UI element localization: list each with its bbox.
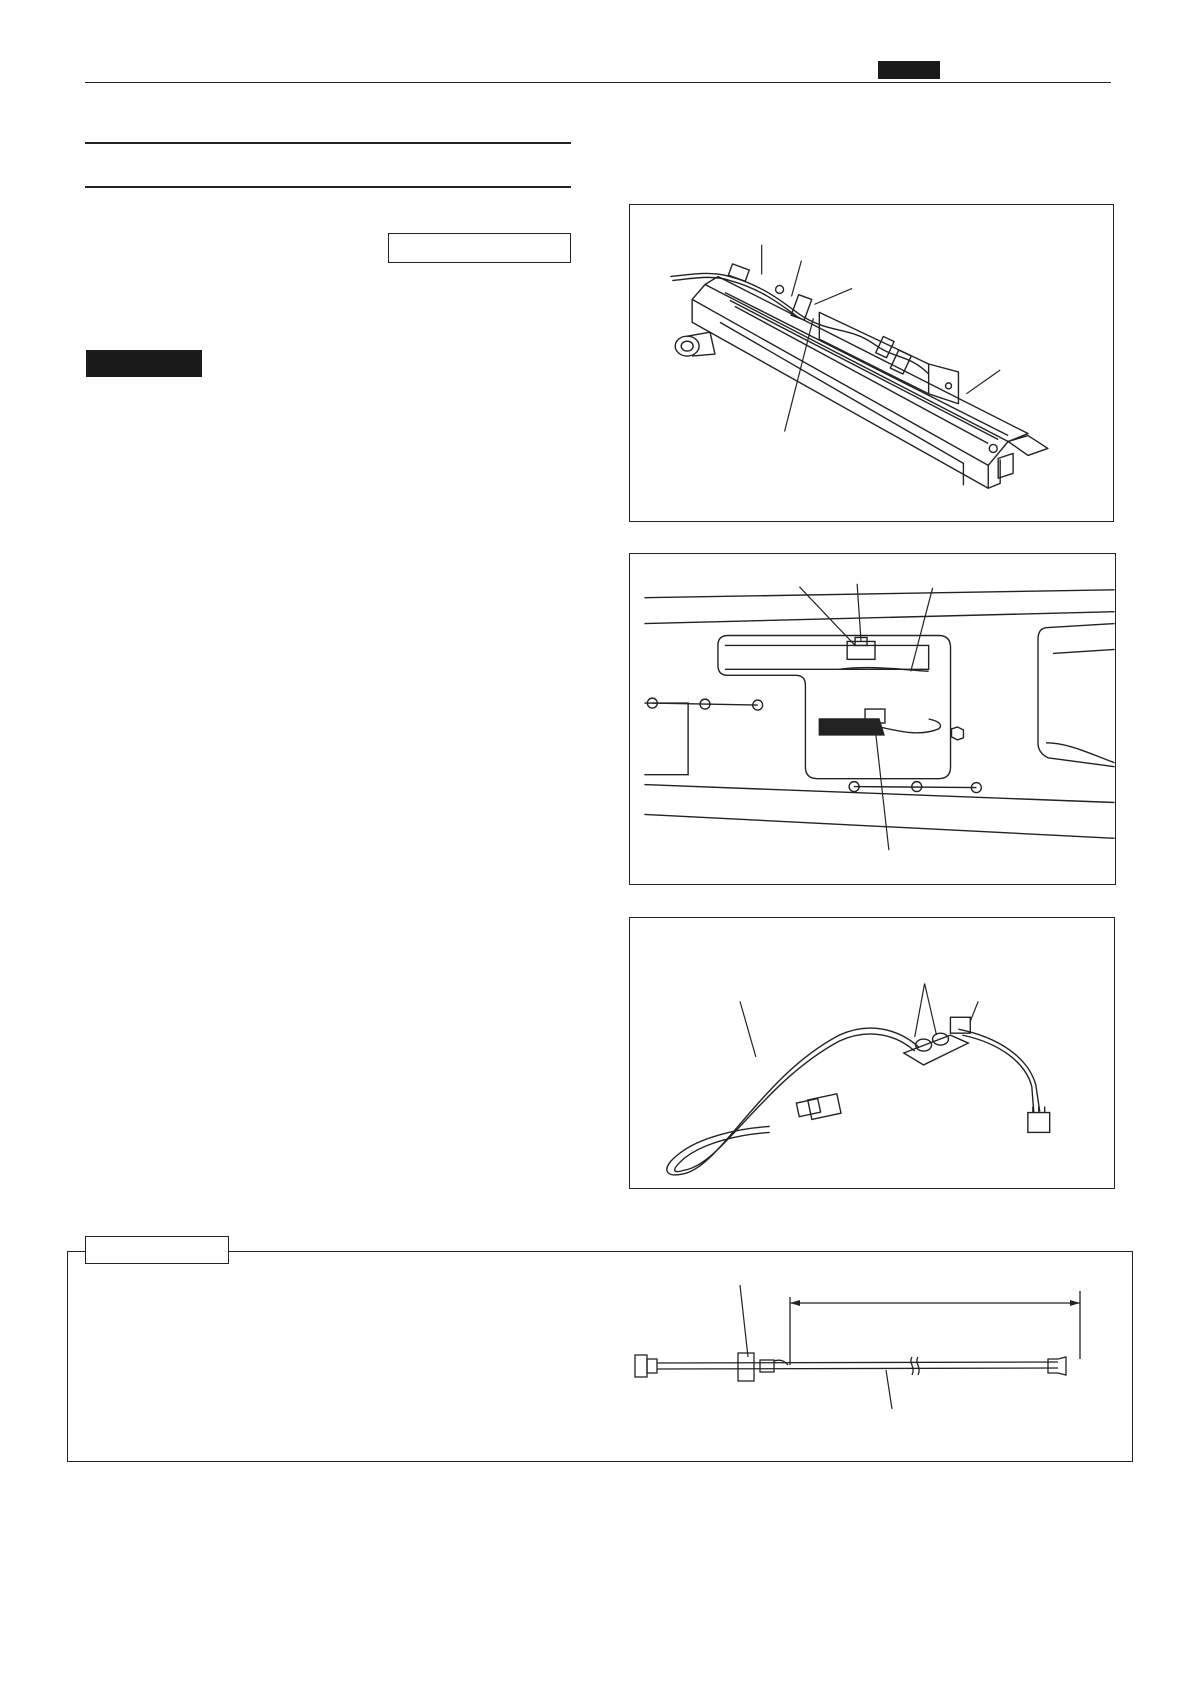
header-rule <box>85 82 1111 83</box>
note-tab <box>85 1236 229 1264</box>
section-rule-bottom <box>85 186 571 188</box>
header-page-tab <box>878 61 940 79</box>
figure-frame-connectors <box>629 553 1116 885</box>
note-harness-diagram <box>620 1275 1100 1425</box>
cable-harness-drawing <box>630 918 1114 1188</box>
procedure-label <box>86 350 202 377</box>
reference-box <box>388 233 571 263</box>
frame-connectors-drawing <box>630 554 1115 884</box>
section-rule-top <box>85 142 571 144</box>
harness-length-drawing <box>620 1275 1100 1425</box>
figure-lamp-unit <box>629 204 1114 522</box>
figure-cable-harness <box>629 917 1115 1189</box>
lamp-unit-drawing <box>630 205 1113 521</box>
